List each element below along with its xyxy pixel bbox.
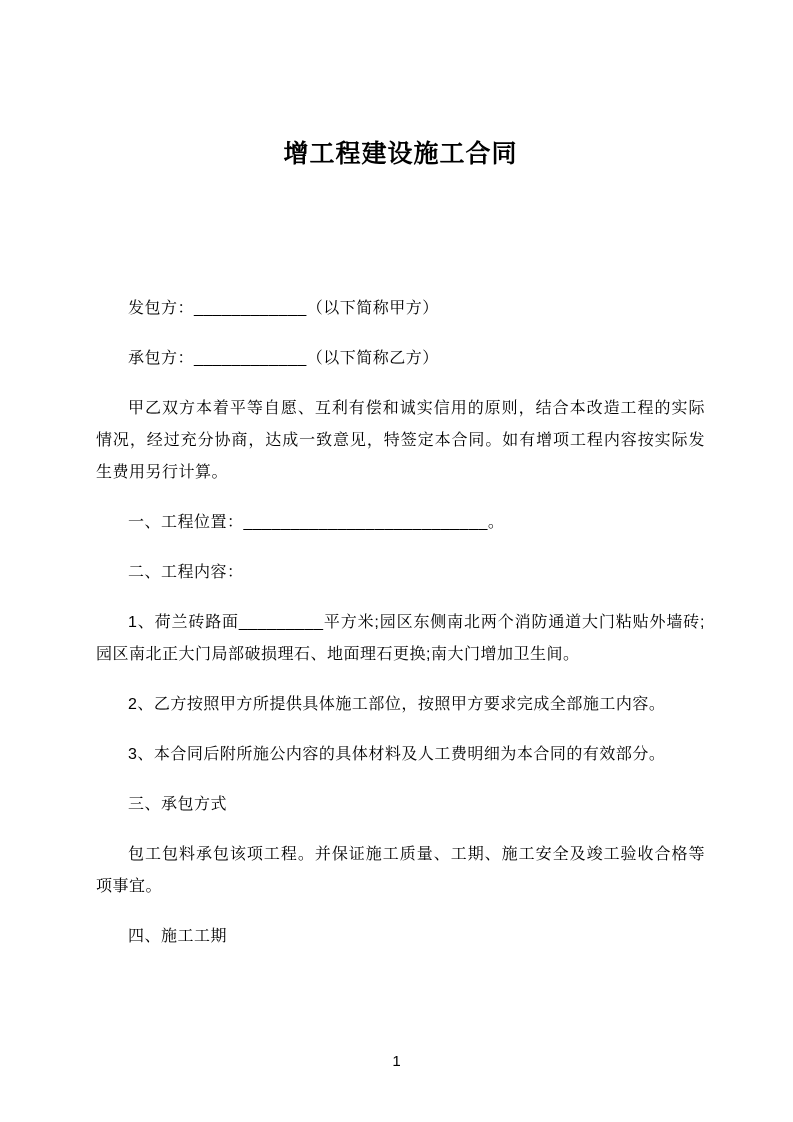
section-2-item-2: 2、乙方按照甲方所提供具体施工部位，按照甲方要求完成全部施工内容。 — [128, 696, 666, 713]
section-3-heading: 三、承包方式 — [128, 796, 228, 813]
section-1-heading: 一、工程位置：__________________________。 — [128, 514, 505, 531]
party-b-line: 承包方：____________（以下简称乙方） — [128, 350, 439, 367]
section-4-heading: 四、施工工期 — [128, 928, 228, 945]
section-2-item-3: 3、本合同后附所施公内容的具体材料及人工费明细为本合同的有效部分。 — [128, 746, 666, 763]
section-3-paragraph: 包工包料承包该项工程。并保证施工质量、工期、施工安全及竣工验收合格等项事宜。 — [96, 846, 705, 895]
section-2-item-1: 1、荷兰砖路面_________平方米;园区东侧南北两个消防通道大门粘贴外墙砖;园区南北正大门局部破损理石、地面理石更换;南大门增加卫生间。 — [96, 614, 705, 663]
page-number: 1 — [392, 1053, 401, 1070]
party-a-line: 发包方：____________（以下简称甲方） — [128, 300, 439, 317]
document-title: 增工程建设施工合同 — [283, 140, 518, 168]
section-2-heading: 二、工程内容： — [128, 564, 244, 581]
intro-paragraph: 甲乙双方本着平等自愿、互利有偿和诚实信用的原则，结合本改造工程的实际情况，经过充分协商，达成一致意见，特签定本合同。如有增项工程内容按实际发生费用另行计算。 — [96, 400, 705, 481]
